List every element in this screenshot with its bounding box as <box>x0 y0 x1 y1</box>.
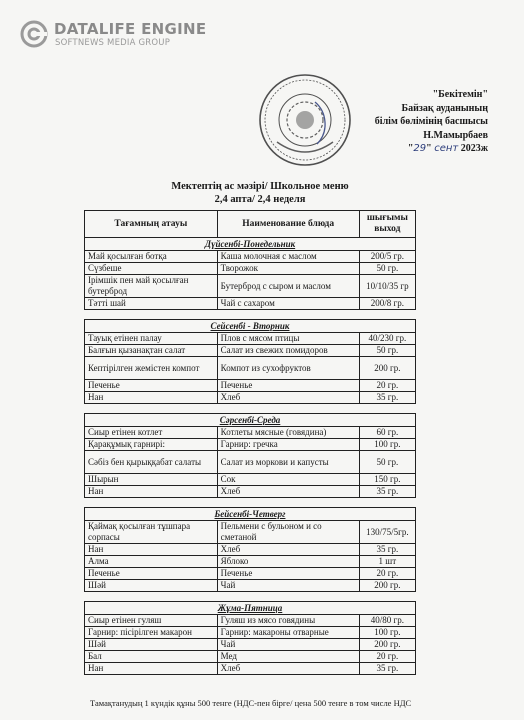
day-heading-row <box>85 320 416 333</box>
day-heading: Дүйсенбі-Понедельник <box>204 238 296 249</box>
dish-ru-cell: Чай <box>217 580 359 592</box>
yield-cell: 1 шт <box>359 556 415 568</box>
watermark-subtitle: SOFTNEWS MEDIA GROUP <box>55 38 171 48</box>
dish-ru-cell: Компот из сухофруктов <box>217 357 359 380</box>
menu-row <box>85 357 416 380</box>
header-yield: шығымы выход <box>359 211 415 238</box>
dish-ru-cell: Плов с мясом птицы <box>217 333 359 345</box>
dish-ru-cell: Чай <box>217 639 359 651</box>
menu-row <box>85 298 416 310</box>
yield-cell: 200/5 гр. <box>359 251 415 263</box>
dish-ru-cell: Мед <box>217 651 359 663</box>
day-spacer <box>85 498 416 508</box>
price-footer: Тамақтанудың 1 күндік құны 500 тенге (НДС-пен бірге/ цена 500 тенге в том числе НДС <box>90 698 412 708</box>
yield-cell: 35 гр. <box>359 663 415 675</box>
day-spacer <box>85 310 416 320</box>
menu-row <box>85 275 416 298</box>
yield-cell: 60 гр. <box>359 427 415 439</box>
dish-ru-cell: Котлеты мясные (говядина) <box>217 427 359 439</box>
approval-date-month: сент <box>434 143 459 154</box>
day-heading: Сейсенбі - Вторник <box>210 320 290 331</box>
header-dish-ru: Наименование блюда <box>217 211 359 238</box>
menu-row <box>85 263 416 275</box>
document-title-line2: 2,4 апта/ 2,4 неделя <box>214 194 306 205</box>
yield-cell: 200 гр. <box>359 639 415 651</box>
dish-kz-cell: Алма <box>85 556 218 568</box>
dish-ru-cell: Пельмени с бульоном и со сметаной <box>217 521 359 544</box>
yield-cell: 200 гр. <box>359 580 415 592</box>
dish-kz-cell: Нан <box>85 663 218 675</box>
approval-date-day: 29 <box>413 143 427 154</box>
approval-district: Байзақ ауданының <box>401 102 488 114</box>
dish-kz-cell: Балғын қызанақтан салат <box>85 345 218 357</box>
menu-row <box>85 345 416 357</box>
dish-kz-cell: Шырын <box>85 474 218 486</box>
dish-kz-cell: Қаймақ қосылған тұшпара сорпасы <box>85 521 218 544</box>
dish-kz-cell: Гарнир: пісірілген макарон <box>85 627 218 639</box>
dish-ru-cell: Хлеб <box>217 663 359 675</box>
menu-row <box>85 451 416 474</box>
day-heading-row <box>85 238 416 251</box>
dish-kz-cell: Шәй <box>85 639 218 651</box>
watermark-logo <box>20 18 207 52</box>
menu-row <box>85 474 416 486</box>
yield-cell: 50 гр. <box>359 345 415 357</box>
dish-ru-cell: Салат из моркови и капусты <box>217 451 359 474</box>
dish-ru-cell: Печенье <box>217 568 359 580</box>
dish-kz-cell: Печенье <box>85 380 218 392</box>
dish-kz-cell: Сүзбеше <box>85 263 218 275</box>
menu-row <box>85 651 416 663</box>
dish-ru-cell: Хлеб <box>217 544 359 556</box>
yield-cell: 35 гр. <box>359 486 415 498</box>
approval-name: Н.Мамырбаев <box>423 129 488 141</box>
approval-position: білім бөлімінің басшысы <box>374 116 488 127</box>
approval-date: "29" сент 2023ж <box>407 143 488 154</box>
yield-cell: 200/8 гр. <box>359 298 415 310</box>
yield-cell: 50 гр. <box>359 263 415 275</box>
yield-cell: 100 гр. <box>359 627 415 639</box>
yield-cell: 40/80 гр. <box>359 615 415 627</box>
menu-table-body <box>85 238 416 675</box>
watermark-title: DATALIFE ENGINE <box>54 20 207 38</box>
menu-row <box>85 439 416 451</box>
day-heading-row <box>85 602 416 615</box>
yield-cell: 100 гр. <box>359 439 415 451</box>
day-heading-row <box>85 508 416 521</box>
document-title-line1: Мектептің ас мәзірі/ Школьное меню <box>171 181 349 192</box>
dish-kz-cell: Шәй <box>85 580 218 592</box>
day-heading: Бейсенбі-Четверг <box>214 508 286 519</box>
menu-row <box>85 544 416 556</box>
dish-kz-cell: Нан <box>85 392 218 404</box>
dish-kz-cell: Тәтті шай <box>85 298 218 310</box>
menu-table-header <box>85 211 416 238</box>
yield-cell: 40/230 гр. <box>359 333 415 345</box>
yield-cell: 20 гр. <box>359 651 415 663</box>
yield-cell: 50 гр. <box>359 451 415 474</box>
approval-date-year: 2023ж <box>460 143 488 154</box>
menu-row <box>85 380 416 392</box>
approval-heading: "Бекітемін" <box>432 89 488 100</box>
day-heading: Жұма-Пятница <box>217 602 283 613</box>
day-heading: Сәрсенбі-Среда <box>219 414 281 425</box>
dish-kz-cell: Ірімшік пен май қосылған бутерброд <box>85 275 218 298</box>
yield-cell: 20 гр. <box>359 380 415 392</box>
watermark-logo-icon <box>20 20 48 48</box>
menu-row <box>85 521 416 544</box>
menu-row <box>85 580 416 592</box>
day-spacer <box>85 404 416 414</box>
menu-row <box>85 663 416 675</box>
yield-cell: 10/10/35 гр <box>359 275 415 298</box>
dish-kz-cell: Сәбіз бен қырыққабат салаты <box>85 451 218 474</box>
dish-kz-cell: Нан <box>85 544 218 556</box>
dish-kz-cell: Тауық етінен палау <box>85 333 218 345</box>
dish-ru-cell: Сок <box>217 474 359 486</box>
dish-ru-cell: Печенье <box>217 380 359 392</box>
yield-cell: 20 гр. <box>359 568 415 580</box>
dish-kz-cell: Кептірілген жемістен компот <box>85 357 218 380</box>
dish-ru-cell: Каша молочная с маслом <box>217 251 359 263</box>
menu-row <box>85 486 416 498</box>
header-dish-kz: Тағамның атауы <box>85 211 218 238</box>
dish-kz-cell: Сиыр етінен гуляш <box>85 615 218 627</box>
dish-ru-cell: Гарнир: гречка <box>217 439 359 451</box>
dish-ru-cell: Бутерброд с сыром и маслом <box>217 275 359 298</box>
day-heading-row <box>85 414 416 427</box>
menu-row <box>85 639 416 651</box>
dish-ru-cell: Гуляш из мясо говядины <box>217 615 359 627</box>
menu-table <box>84 210 416 675</box>
yield-cell: 35 гр. <box>359 392 415 404</box>
dish-ru-cell: Творожок <box>217 263 359 275</box>
yield-cell: 130/75/5гр. <box>359 521 415 544</box>
dish-kz-cell: Сиыр етінен котлет <box>85 427 218 439</box>
day-spacer <box>85 592 416 602</box>
menu-row <box>85 615 416 627</box>
dish-kz-cell: Нан <box>85 486 218 498</box>
dish-ru-cell: Салат из свежих помидоров <box>217 345 359 357</box>
dish-kz-cell: Печенье <box>85 568 218 580</box>
dish-ru-cell: Хлеб <box>217 392 359 404</box>
menu-row <box>85 251 416 263</box>
menu-row <box>85 333 416 345</box>
dish-ru-cell: Яблоко <box>217 556 359 568</box>
document-title <box>90 180 430 206</box>
menu-row <box>85 627 416 639</box>
menu-row <box>85 427 416 439</box>
dish-kz-cell: Май қосылған ботқа <box>85 251 218 263</box>
yield-cell: 200 гр. <box>359 357 415 380</box>
yield-cell: 150 гр. <box>359 474 415 486</box>
dish-kz-cell: Бал <box>85 651 218 663</box>
dish-ru-cell: Хлеб <box>217 486 359 498</box>
menu-row <box>85 568 416 580</box>
dish-kz-cell: Қарақұмық гарнирі: <box>85 439 218 451</box>
dish-ru-cell: Гарнир: макароны отварные <box>217 627 359 639</box>
menu-row <box>85 556 416 568</box>
dish-ru-cell: Чай с сахаром <box>217 298 359 310</box>
approval-block <box>338 88 488 156</box>
menu-row <box>85 392 416 404</box>
yield-cell: 35 гр. <box>359 544 415 556</box>
